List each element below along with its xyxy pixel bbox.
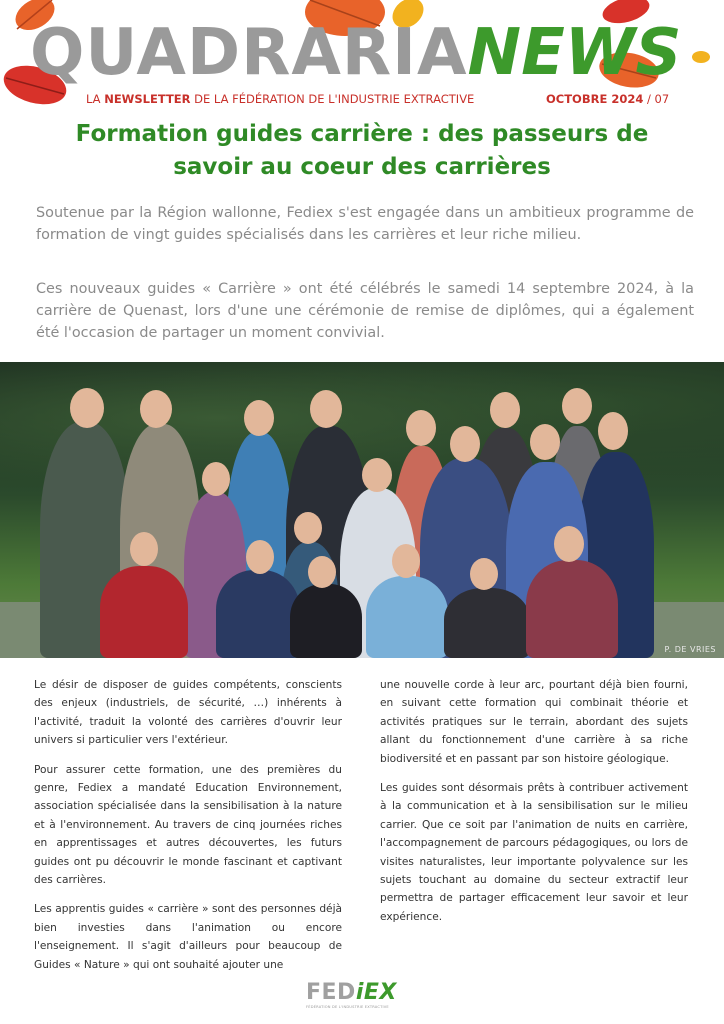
logo-fed: FED (306, 980, 356, 1005)
body-paragraph: Pour assurer cette formation, une des premières du genre, Fediex a mandaté Education Environnement, association spécialisée dans la sensibilisation à la nature et à l'environnement. Au travers de cinq journées riches en apprentissages et autres découvertes, les futurs guides ont pu découvrir le monde fascinant et captivant des carrières. (34, 763, 342, 887)
issue-date: OCTOBRE 2024 (546, 92, 644, 106)
issue-label (546, 92, 669, 106)
body-paragraph: une nouvelle corde à leur arc, pourtant déjà bien fourni, en suivant cette formation qui combinait théorie et activités pratiques sur le terrain, abordant des sujets allant du fonctionnement d'une carrière à sa riche biodiversité et en passant par son histoire géologique. (380, 679, 688, 765)
body-paragraph: Le désir de disposer de guides compétents, conscients des enjeux (industriels, de sécurité, …) inhérents à l'activité, traduit la volonté des carrières d'ouvrir leur univers si particulier vers l'extérieur. (34, 679, 342, 747)
logo-iex: iEX (355, 980, 397, 1005)
body-paragraph: Les apprentis guides « carrière » sont des personnes déjà bien investies dans l'animation ou encore l'enseignement. Il s'agit d'ailleurs pour beaucoup de Guides « Nature » qui ont souhaité ajouter une (34, 903, 342, 971)
masthead-title (30, 18, 681, 88)
logo-tagline: FÉDÉRATION DE L'INDUSTRIE EXTRACTIVE (306, 1005, 389, 1009)
body-paragraph: Les guides sont désormais prêts à contribuer activement à la communication et à la sensibilisation sur le milieu carrier. Que ce soit par l'animation de nuits en carrière, l'accompagnement de parcours pédagogiques, ou lors de visites naturalistes, leur importante polyvalence sur les sujets touchant au domaine du secteur extractif leur permettra de partager efficacement leur savoir et leur expérience. (380, 782, 688, 923)
article-headline (30, 118, 694, 184)
issue-number: / 07 (643, 92, 670, 106)
article-column-right (380, 676, 688, 937)
article-column-left (34, 676, 342, 985)
autumn-leaf-decoration (690, 48, 712, 66)
intro-paragraph-2: Ces nouveaux guides « Carrière » ont été célébrés le samedi 14 septembre 2024, à la carrière de Quenast, lors d'une une cérémonie de remise de diplômes, qui a également été l'occasion de partager un moment convivial. (36, 281, 694, 341)
photo-credit: P. DE VRIES (664, 645, 716, 654)
masthead-tagline (86, 92, 686, 106)
masthead-title-news: NEWS (467, 16, 682, 90)
headline-line-1: Formation guides carrière : des passeurs de (75, 121, 649, 147)
headline-line-2: savoir au coeur des carrières (173, 154, 551, 180)
tagline-prefix: LA (86, 92, 105, 106)
intro-paragraph-1: Soutenue par la Région wallonne, Fediex s'est engagée dans un ambitieux programme de formation de vingt guides spécialisés dans les carrières et leur riche milieu. (36, 205, 694, 243)
tagline-newsletter: NEWSLETTER (104, 92, 191, 106)
tagline-suffix: DE LA FÉDÉRATION DE L'INDUSTRIE EXTRACTIVE (190, 92, 475, 106)
fediex-logo (306, 981, 420, 1015)
masthead-title-quadraria: QUADRARIA (30, 16, 468, 90)
group-photo (0, 362, 724, 658)
